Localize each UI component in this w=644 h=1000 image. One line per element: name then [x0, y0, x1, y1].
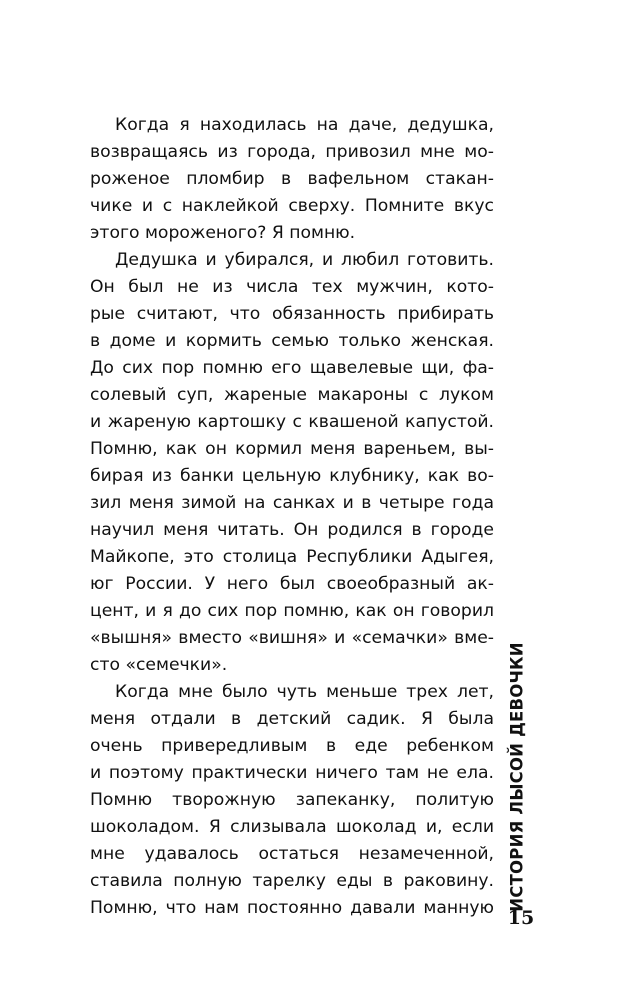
text-line: Помню, что нам постоянно давали манную	[90, 898, 494, 918]
page-number: 15	[507, 907, 535, 929]
text-line: «вышня» вместо «вишня» и «семачки» вме-	[90, 628, 494, 648]
text-line: этого мороженого? Я помню.	[90, 223, 356, 243]
text-line: мне удавалось остаться незамеченной,	[90, 844, 494, 864]
text-line: Он был не из числа тех мужчин, кото-	[90, 277, 494, 297]
text-line: шоколадом. Я слизывала шоколад и, если	[90, 817, 494, 837]
text-line: Когда мне было чуть меньше трех лет,	[115, 682, 494, 702]
text-line: сто «семечки».	[90, 655, 228, 675]
text-line: Помню творожную запеканку, политую	[90, 790, 494, 810]
text-line: зил меня зимой на санках и в четыре года	[90, 493, 494, 513]
running-title-container	[503, 642, 531, 912]
text-line: в доме и кормить семью только женская.	[90, 331, 494, 351]
body-text	[90, 112, 494, 922]
text-line: и жареную картошку с квашеной капустой.	[90, 412, 494, 432]
text-line: Майкопе, это столица Республики Адыгея,	[90, 547, 494, 567]
text-line: юг России. У него был своеобразный ак-	[90, 574, 494, 594]
text-line: возвращаясь из города, привозил мне мо-	[90, 142, 494, 162]
text-line: рые считают, что обязанность прибирать	[90, 304, 494, 324]
text-line: Когда я находилась на даче, дедушка,	[115, 115, 494, 135]
text-line: До сих пор помню его щавелевые щи, фа-	[90, 358, 494, 378]
text-line: меня отдали в детский садик. Я была	[90, 709, 494, 729]
running-title: ИСТОРИЯ ЛЫСОЙ ДЕВОЧКИ	[507, 642, 527, 912]
text-line: бирая из банки цельную клубнику, как во-	[90, 466, 494, 486]
text-line: научил меня читать. Он родился в городе	[90, 520, 494, 540]
text-line: ставила полную тарелку еды в раковину.	[90, 871, 494, 891]
text-line: Дедушка и убирался, и любил готовить.	[115, 250, 494, 270]
text-line: роженое пломбир в вафельном стакан-	[90, 169, 494, 189]
text-line: чике и с наклейкой сверху. Помните вкус	[90, 196, 494, 216]
text-line: солевый суп, жареные макароны с луком	[90, 385, 494, 405]
text-line: цент, и я до сих пор помню, как он говорил	[90, 601, 494, 621]
text-line: Помню, как он кормил меня вареньем, вы-	[90, 439, 494, 459]
text-line: очень привередливым в еде ребенком	[90, 736, 494, 756]
text-line: и поэтому практически ничего там не ела.	[90, 763, 494, 783]
